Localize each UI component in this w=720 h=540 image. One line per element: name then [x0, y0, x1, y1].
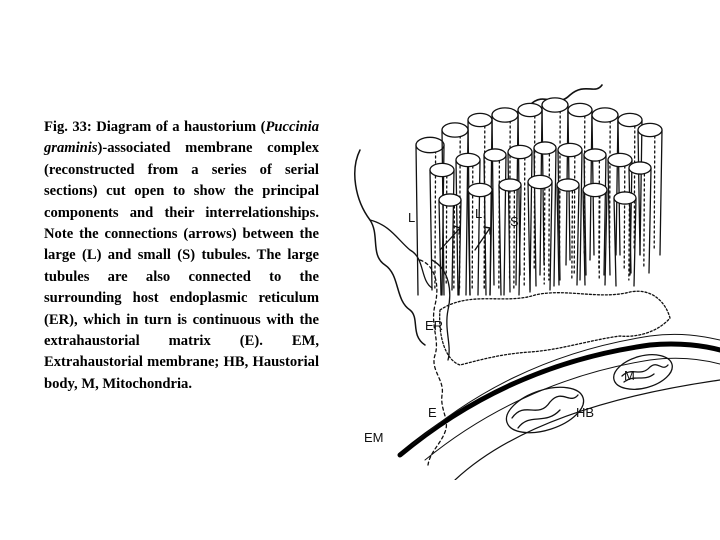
label-haustorial-body: HB [576, 405, 595, 420]
caption-prefix: Fig. 33: Diagram of a haustorium ( [44, 119, 266, 135]
caption-species: Puccinia graminis [44, 119, 319, 157]
left-lobe [355, 150, 425, 345]
label-endoplasmic-reticulum: ER [425, 318, 444, 333]
tubule [584, 149, 606, 275]
tubule [583, 183, 607, 285]
label-small-tubule: S [510, 214, 519, 229]
label-large-tubule-right: L [475, 206, 483, 221]
tubule [468, 113, 492, 295]
caption-body: )-associated membrane complex (reconstructed from a series of serial sections) cut open to show the principal components and their interrelationships. Note the connections (arrows) between the large (L) and small (S) tubules. The large tubules are also connected to the surrounding host endoplasmic reticulum (ER), which in turn is continuous with the extrahaustorial matrix (E). EM, Extrahaustorial membrane; HB, Haustorial body, M, Mitochondria. [44, 140, 319, 392]
label-extrahaustorial-membrane: EM [364, 430, 384, 445]
haustorium-diagram [340, 60, 720, 480]
label-large-tubule-left: L [408, 210, 416, 225]
tubule [484, 149, 506, 295]
connection-arrow-2 [475, 228, 490, 250]
figure-caption [44, 117, 319, 395]
tubule [442, 123, 468, 295]
tubule-array [416, 98, 662, 295]
matrix-mound [440, 291, 670, 365]
label-extrahaustorial-matrix: E [428, 405, 437, 420]
label-mitochondrion: M [624, 368, 635, 383]
